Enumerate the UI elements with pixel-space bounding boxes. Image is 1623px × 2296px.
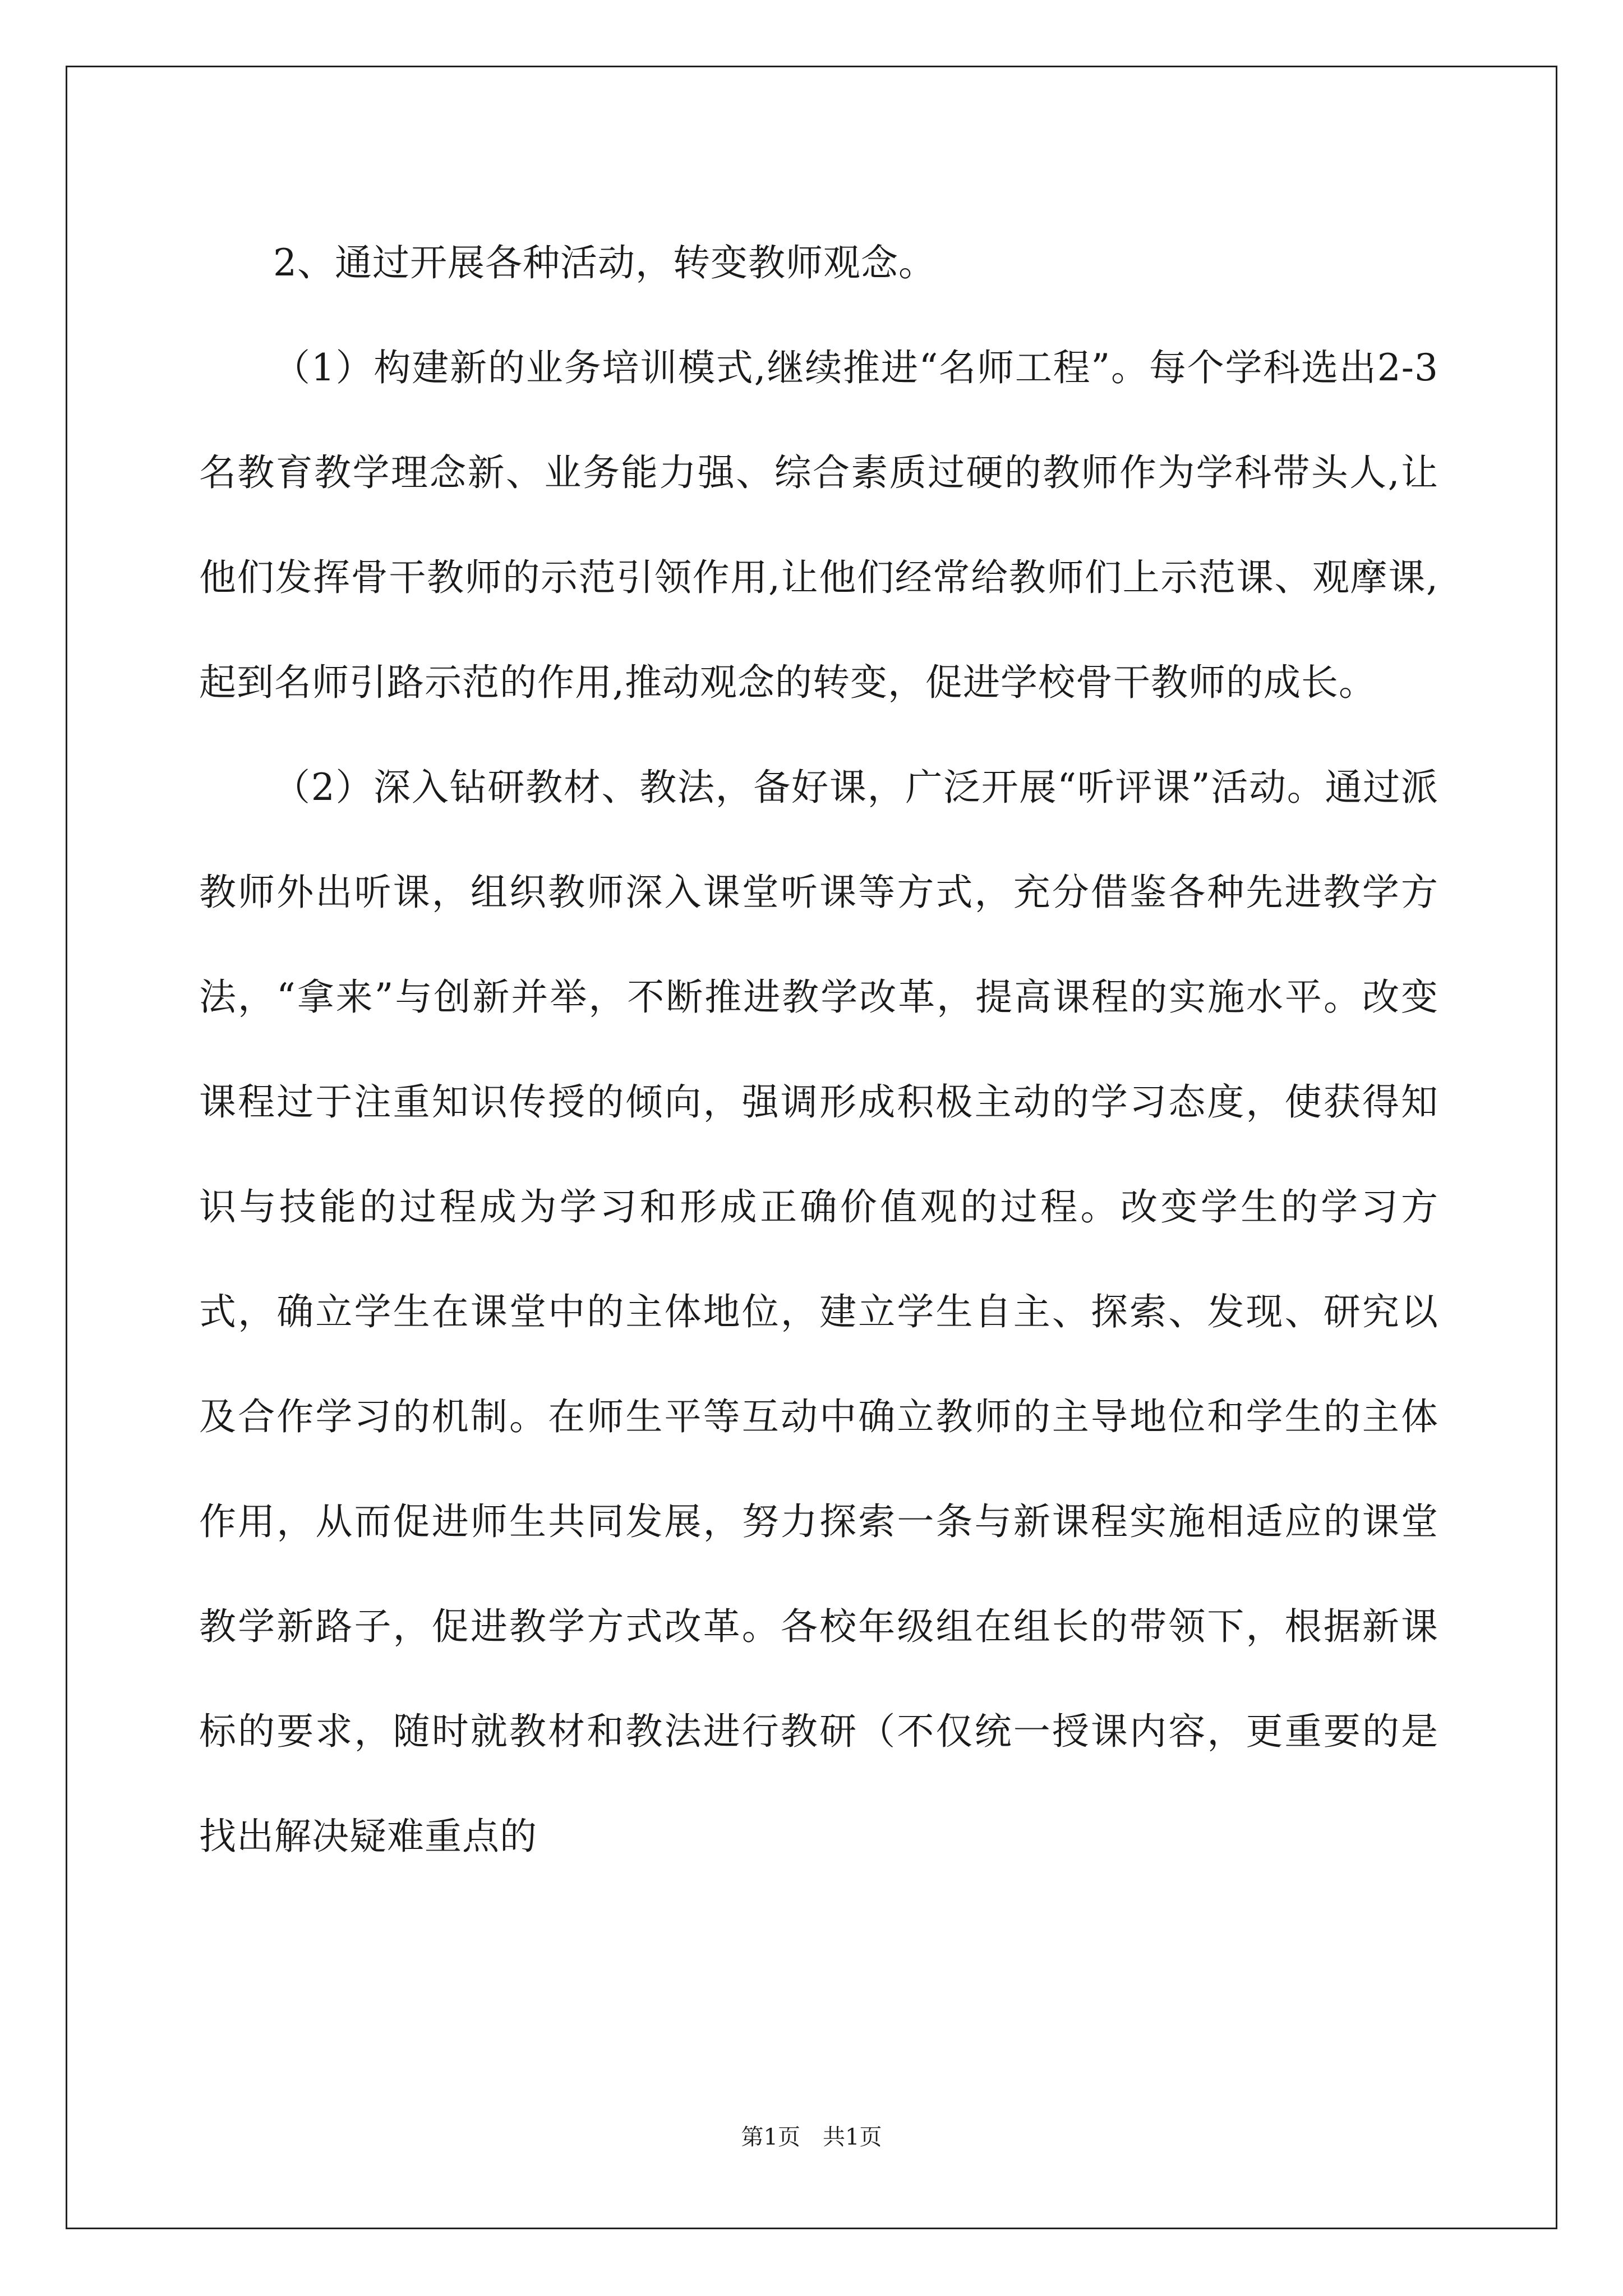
page-number: 第1页 [741, 2124, 800, 2150]
page-footer [0, 2120, 1623, 2154]
page-total: 共1页 [823, 2124, 882, 2150]
paragraph-1: （1）构建新的业务培训模式,继续推进“名师工程”。每个学科选出2-3名教育教学理念新、业务能力强、综合素质过硬的教师作为学科带头人,让他们发挥骨干教师的示范引领作用,让他们经常给教师们上示范课、观摩课,起到名师引路示范的作用,推动观念的转变，促进学校骨干教师的成长。 [199, 346, 1438, 704]
paragraph-2: （2）深入钻研教材、教法，备好课，广泛开展“听评课”活动。通过派教师外出听课，组织教师深入课堂听课等方式，充分借鉴各种先进教学方法，“拿来”与创新并举，不断推进教学改革，提高课程的实施水平。改变课程过于注重知识传授的倾向，强调形成积极主动的学习态度，使获得知识与技能的过程成为学习和形成正确价值观的过程。改变学生的学习方式，确立学生在课堂中的主体地位，建立学生自主、探索、发现、研究以及合作学习的机制。在师生平等互动中确立教师的主导地位和学生的主体作用，从而促进师生共同发展，努力探索一条与新课程实施相适应的课堂教学新路子，促进教学方式改革。各校年级组在组长的带领下，根据新课标的要求，随时就教材和教法进行教研（不仅统一授课内容，更重要的是找出解决疑难重点的 [199, 766, 1438, 1858]
document-body [199, 210, 1438, 1889]
paragraph-heading: 2、通过开展各种活动，转变教师观念。 [273, 241, 936, 284]
